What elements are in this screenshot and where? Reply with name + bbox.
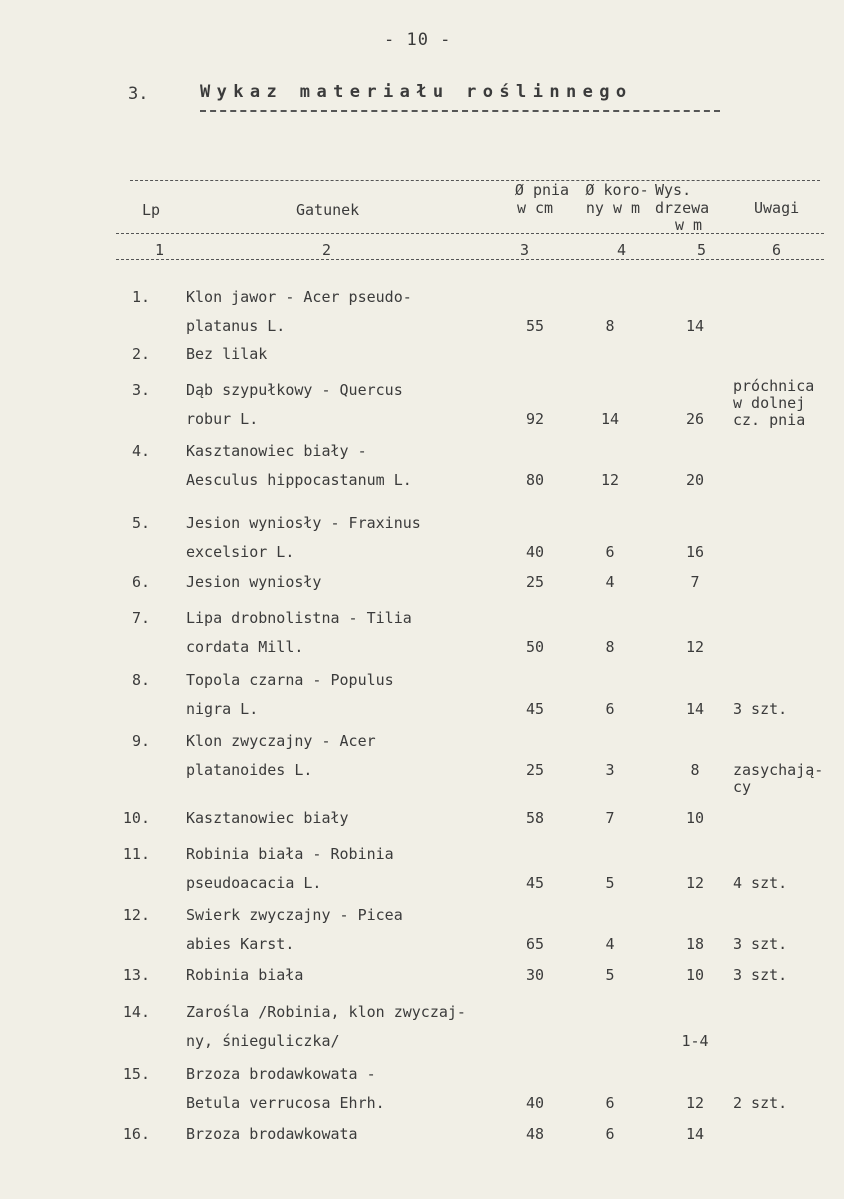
- header-trunk-line2: w cm: [516, 199, 554, 217]
- row-remarks-line1: próchnica: [733, 377, 815, 395]
- row-lp: 4.: [131, 442, 150, 460]
- row-crown-diameter: 5: [605, 874, 615, 892]
- column-number-3: 3: [520, 241, 530, 259]
- page-number: - 10 -: [384, 30, 452, 50]
- row-lp: 5.: [131, 514, 150, 532]
- row-species-line1: Bez lilak: [186, 345, 268, 363]
- row-species-line2: cordata Mill.: [186, 638, 304, 656]
- section-number: 3.: [128, 84, 149, 104]
- column-number-5: 5: [697, 241, 707, 259]
- row-species-line1: Lipa drobnolistna - Tilia: [186, 609, 412, 627]
- row-species-line2: ny, śnieguliczka/: [186, 1032, 340, 1050]
- row-trunk-diameter: 50: [525, 638, 545, 656]
- header-bottom-rule: [116, 233, 824, 234]
- row-crown-diameter: 14: [600, 410, 620, 428]
- row-species-line2: nigra L.: [186, 700, 259, 718]
- row-lp: 15.: [122, 1065, 150, 1083]
- row-trunk-diameter: 48: [525, 1125, 545, 1143]
- row-species-line1: Klon jawor - Acer pseudo-: [186, 288, 412, 306]
- row-tree-height: 8: [690, 761, 700, 779]
- row-species-line2: platanus L.: [186, 317, 286, 335]
- row-tree-height: 7: [690, 573, 700, 591]
- row-remarks-line3: cz. pnia: [733, 411, 806, 429]
- section-title: Wykaz materiału roślinnego: [200, 82, 633, 102]
- row-species-line2: platanoides L.: [186, 761, 313, 779]
- row-tree-height: 10: [685, 809, 705, 827]
- header-height-line1: Wys.: [655, 181, 692, 199]
- row-lp: 11.: [122, 845, 150, 863]
- row-tree-height: 12: [685, 1094, 705, 1112]
- row-tree-height: 12: [685, 638, 705, 656]
- row-species-line1: Kasztanowiec biały: [186, 809, 349, 827]
- row-trunk-diameter: 45: [525, 700, 545, 718]
- column-number-rule: [116, 259, 824, 260]
- row-lp: 3.: [131, 381, 150, 399]
- title-underline: [200, 110, 720, 112]
- header-crown-line1: Ø koro-: [585, 181, 649, 199]
- header-remarks: Uwagi: [754, 199, 800, 217]
- row-crown-diameter: 8: [605, 317, 615, 335]
- row-trunk-diameter: 25: [525, 573, 545, 591]
- column-number-2: 2: [322, 241, 332, 259]
- header-height-line2: drzewa: [655, 199, 710, 217]
- row-species-line1: Topola czarna - Populus: [186, 671, 394, 689]
- row-trunk-diameter: 25: [525, 761, 545, 779]
- row-crown-diameter: 6: [605, 1125, 615, 1143]
- row-trunk-diameter: 30: [525, 966, 545, 984]
- row-tree-height: 14: [685, 1125, 705, 1143]
- row-trunk-diameter: 92: [525, 410, 545, 428]
- row-tree-height: 10: [685, 966, 705, 984]
- row-crown-diameter: 6: [605, 543, 615, 561]
- row-crown-diameter: 7: [605, 809, 615, 827]
- row-lp: 16.: [122, 1125, 150, 1143]
- row-lp: 10.: [122, 809, 150, 827]
- row-crown-diameter: 6: [605, 1094, 615, 1112]
- row-lp: 8.: [131, 671, 150, 689]
- row-crown-diameter: 4: [605, 935, 615, 953]
- column-number-1: 1: [155, 241, 165, 259]
- row-remarks-line1: 2 szt.: [733, 1094, 788, 1112]
- row-lp: 1.: [131, 288, 150, 306]
- row-crown-diameter: 5: [605, 966, 615, 984]
- row-lp: 6.: [131, 573, 150, 591]
- row-tree-height: 26: [685, 410, 705, 428]
- row-species-line1: Jesion wyniosły - Fraxinus: [186, 514, 421, 532]
- row-species-line2: abies Karst.: [186, 935, 295, 953]
- row-species-line1: Swierk zwyczajny - Picea: [186, 906, 403, 924]
- row-species-line1: Jesion wyniosły: [186, 573, 322, 591]
- row-species-line1: Dąb szypułkowy - Quercus: [186, 381, 403, 399]
- row-remarks-line1: 3 szt.: [733, 966, 788, 984]
- row-species-line1: Klon zwyczajny - Acer: [186, 732, 376, 750]
- row-species-line2: robur L.: [186, 410, 259, 428]
- row-remarks-line1: 3 szt.: [733, 700, 788, 718]
- row-trunk-diameter: 58: [525, 809, 545, 827]
- row-species-line1: Zarośla /Robinia, klon zwyczaj-: [186, 1003, 466, 1021]
- row-crown-diameter: 6: [605, 700, 615, 718]
- row-lp: 2.: [131, 345, 150, 363]
- column-number-6: 6: [772, 241, 782, 259]
- row-trunk-diameter: 55: [525, 317, 545, 335]
- header-height-line3: w m: [675, 216, 703, 234]
- row-species-line2: excelsior L.: [186, 543, 295, 561]
- row-crown-diameter: 3: [605, 761, 615, 779]
- header-crown-line2: ny w m: [585, 199, 641, 217]
- row-species-line1: Brzoza brodawkowata: [186, 1125, 358, 1143]
- row-tree-height: 20: [685, 471, 705, 489]
- row-lp: 7.: [131, 609, 150, 627]
- header-species: Gatunek: [296, 201, 360, 219]
- row-remarks-line2: w dolnej: [733, 394, 806, 412]
- column-number-4: 4: [617, 241, 627, 259]
- row-trunk-diameter: 40: [525, 1094, 545, 1112]
- row-trunk-diameter: 65: [525, 935, 545, 953]
- row-tree-height: 14: [685, 317, 705, 335]
- row-species-line1: Robinia biała: [186, 966, 304, 984]
- row-tree-height: 12: [685, 874, 705, 892]
- table-top-rule: [130, 180, 820, 181]
- row-lp: 14.: [122, 1003, 150, 1021]
- row-trunk-diameter: 80: [525, 471, 545, 489]
- row-remarks-line1: zasychają-: [733, 761, 824, 779]
- header-lp: Lp: [142, 201, 161, 219]
- row-tree-height: 1-4: [681, 1032, 709, 1050]
- row-remarks-line1: 3 szt.: [733, 935, 788, 953]
- row-tree-height: 14: [685, 700, 705, 718]
- row-species-line1: Robinia biała - Robinia: [186, 845, 394, 863]
- row-lp: 12.: [122, 906, 150, 924]
- row-lp: 9.: [131, 732, 150, 750]
- row-tree-height: 16: [685, 543, 705, 561]
- row-crown-diameter: 8: [605, 638, 615, 656]
- row-trunk-diameter: 45: [525, 874, 545, 892]
- row-tree-height: 18: [685, 935, 705, 953]
- row-species-line1: Kasztanowiec biały -: [186, 442, 367, 460]
- row-crown-diameter: 4: [605, 573, 615, 591]
- row-crown-diameter: 12: [600, 471, 620, 489]
- row-lp: 13.: [122, 966, 150, 984]
- row-species-line2: pseudoacacia L.: [186, 874, 322, 892]
- row-remarks-line1: 4 szt.: [733, 874, 788, 892]
- row-species-line1: Brzoza brodawkowata -: [186, 1065, 376, 1083]
- row-trunk-diameter: 40: [525, 543, 545, 561]
- row-remarks-line2: cy: [733, 778, 752, 796]
- row-species-line2: Betula verrucosa Ehrh.: [186, 1094, 385, 1112]
- header-trunk-line1: Ø pnia: [514, 181, 570, 199]
- row-species-line2: Aesculus hippocastanum L.: [186, 471, 412, 489]
